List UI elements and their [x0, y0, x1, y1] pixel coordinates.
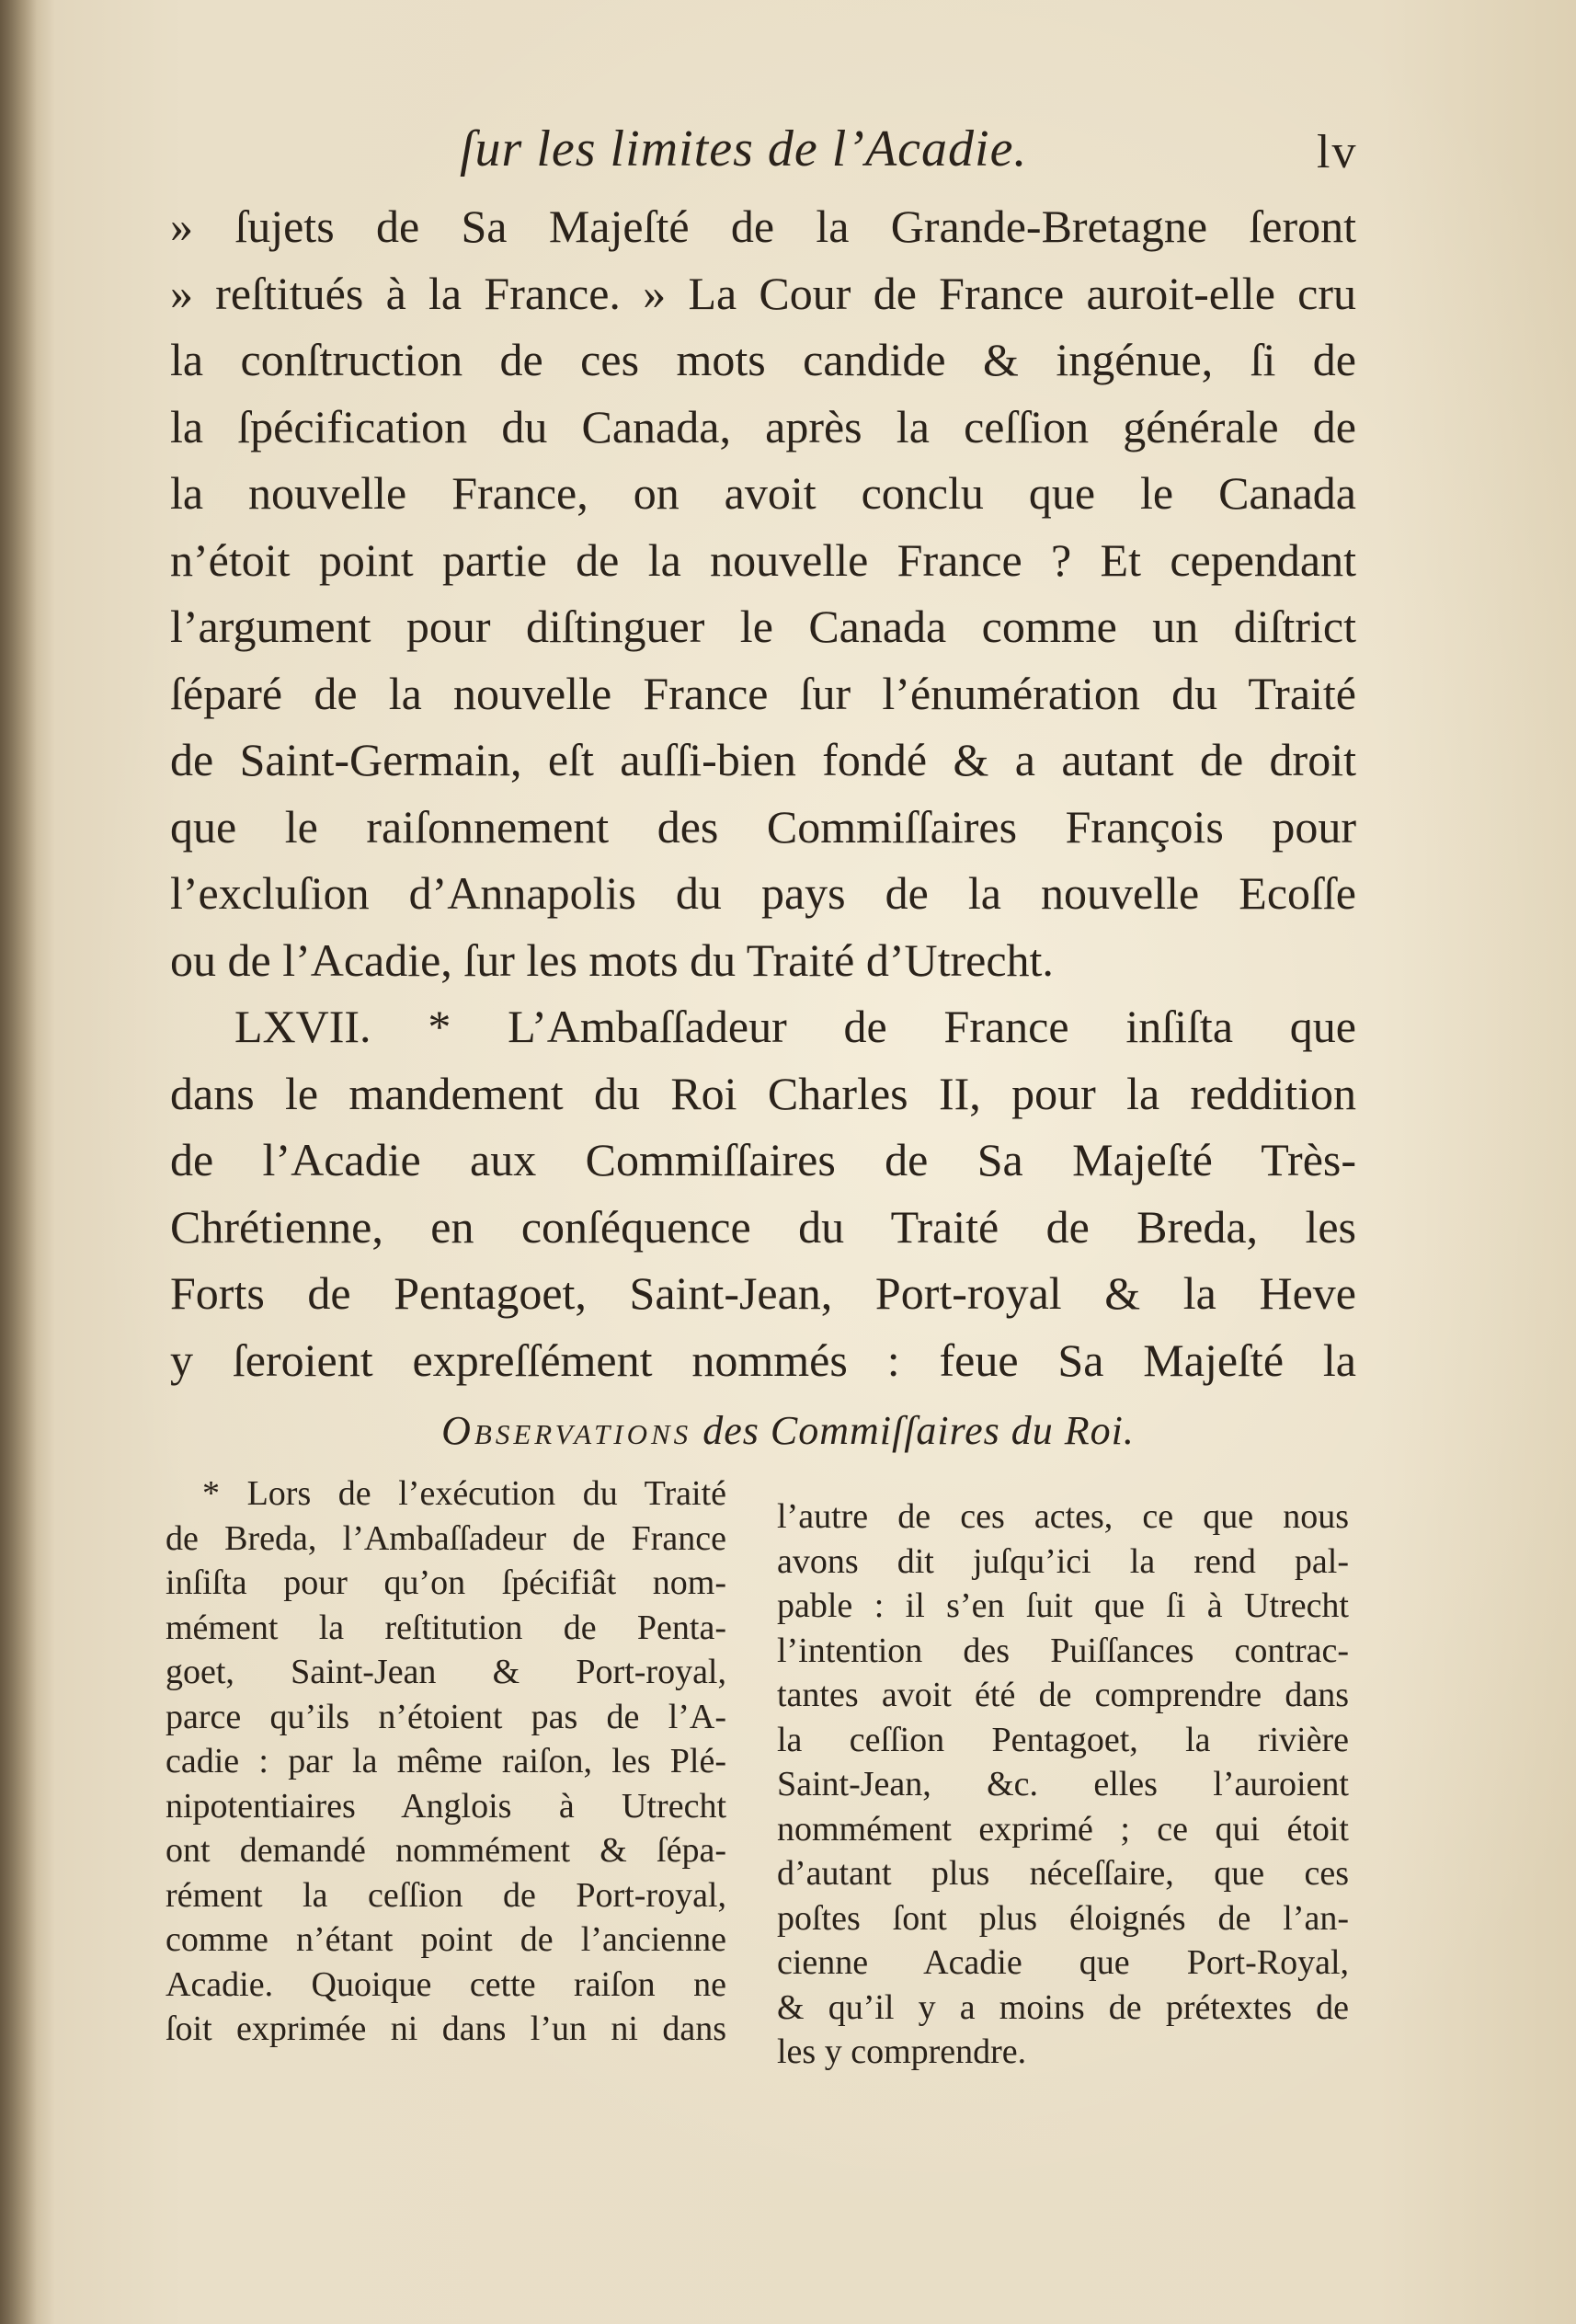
note-line: Saint-Jean, &c. elles l’auroient — [777, 1765, 1349, 1803]
note-line: les y comprendre. — [777, 2032, 1027, 2071]
observations-heading-rest: des Commiſſaires du Roi. — [691, 1408, 1135, 1453]
note-line: mément la reſtitution de Penta- — [166, 1608, 726, 1647]
main-text-line: dans le mandement du Roi Charles II, pour la reddition — [170, 1067, 1356, 1119]
main-text-line: l’argument pour diſtinguer le Canada comme un diſtrict — [170, 601, 1356, 652]
main-text-line: l’excluſion d’Annapolis du pays de la nouvelle Ecoſſe — [170, 867, 1356, 919]
note-line: pable : il s’en ſuit que ſi à Utrecht — [777, 1586, 1349, 1625]
main-text-line: Forts de Pentagoet, Saint-Jean, Port-royal & la Heve — [170, 1267, 1356, 1319]
note-line: d’autant plus néceſſaire, que ces — [777, 1854, 1349, 1893]
note-line: Acadie. Quoique cette raiſon ne — [166, 1964, 726, 2004]
note-line: tantes avoit été de comprendre dans — [777, 1676, 1349, 1714]
note-line: rément la ceſſion de Port-royal, — [166, 1875, 726, 1915]
note-line: inſiſta pour qu’on ſpécifiât nom- — [166, 1563, 726, 1602]
page-number: lv — [1317, 126, 1358, 178]
section-lxvii-first-line: LXVII. * L’Ambaſſadeur de France inſiſta que — [234, 1001, 1356, 1052]
note-line: nommément exprimé ; ce qui étoit — [777, 1809, 1349, 1849]
note-line: l’intention des Puiſſances contrac- — [777, 1631, 1349, 1670]
running-title: ſur les limites de l’Acadie. — [460, 120, 1028, 177]
main-text-line: ou de l’Acadie, ſur les mots du Traité d’Utrecht. — [170, 933, 1054, 986]
main-text-line: » reſtitués à la France. » La Cour de France auroit-elle cru — [170, 267, 1356, 319]
main-text-line: la nouvelle France, on avoit conclu que le Canada — [170, 467, 1356, 519]
note-line: ſoit exprimée ni dans l’un ni dans — [166, 2009, 726, 2048]
note-line: cadie : par la même raiſon, les Plé- — [166, 1742, 726, 1780]
note-line: nipotentiaires Anglois à Utrecht — [166, 1786, 726, 1826]
note-line: & qu’il y a moins de prétextes de — [777, 1987, 1349, 2027]
main-text-line: que le raiſonnement des Commiſſaires François pour — [170, 800, 1356, 853]
main-text-line: de l’Acadie aux Commiſſaires de Sa Majeſté Très- — [170, 1134, 1356, 1185]
note-line: l’autre de ces actes, ce que nous — [777, 1497, 1349, 1536]
note-line: cienne Acadie que Port-Royal, — [777, 1943, 1349, 1982]
note-line: * Lors de l’exécution du Traité — [202, 1474, 726, 1513]
binding-gutter-shadow — [0, 0, 37, 2324]
main-text-line: » ſujets de Sa Majeſté de la Grande-Bretagne ſeront — [170, 200, 1356, 252]
main-text-line: la conſtruction de ces mots candide & ingénue, ſi de — [170, 334, 1356, 385]
note-line: de Breda, l’Ambaſſadeur de France — [166, 1518, 726, 1558]
note-line: parce qu’ils n’étoient pas de l’A- — [166, 1697, 726, 1736]
main-text-line: y ſeroient expreſſément nommés : feue Sa Majeſté la — [170, 1334, 1356, 1386]
note-line: poſtes ſont plus éloignés de l’an- — [777, 1898, 1349, 1938]
note-line: goet, Saint-Jean & Port-royal, — [166, 1653, 726, 1691]
note-column-left — [166, 1471, 726, 2052]
note-line: la ceſſion Pentagoet, la rivière — [777, 1720, 1349, 1759]
main-text-line: de Saint-Germain, eſt auſſi-bien fondé & a autant de droit — [170, 734, 1356, 785]
main-text-line: n’étoit point partie de la nouvelle France ? Et cependant — [170, 533, 1356, 586]
note-line: ont demandé nommément & ſépa- — [166, 1831, 726, 1870]
observations-heading-caps: Observations — [441, 1408, 692, 1453]
main-text-line: Chrétienne, en conſéquence du Traité de Breda, les — [170, 1200, 1356, 1253]
observations-heading — [0, 1407, 1576, 1454]
main-text-line: la ſpécification du Canada, après la ceſſion générale de — [170, 400, 1356, 452]
main-text-block — [170, 193, 1356, 1393]
running-head — [0, 110, 1576, 178]
note-line: avons dit juſqu’ici la rend pal- — [777, 1541, 1349, 1581]
main-text-line: ſéparé de la nouvelle France ſur l’énumération du Traité — [170, 667, 1356, 719]
note-line: comme n’étant point de l’ancienne — [166, 1920, 726, 1959]
note-column-right — [777, 1494, 1349, 2075]
